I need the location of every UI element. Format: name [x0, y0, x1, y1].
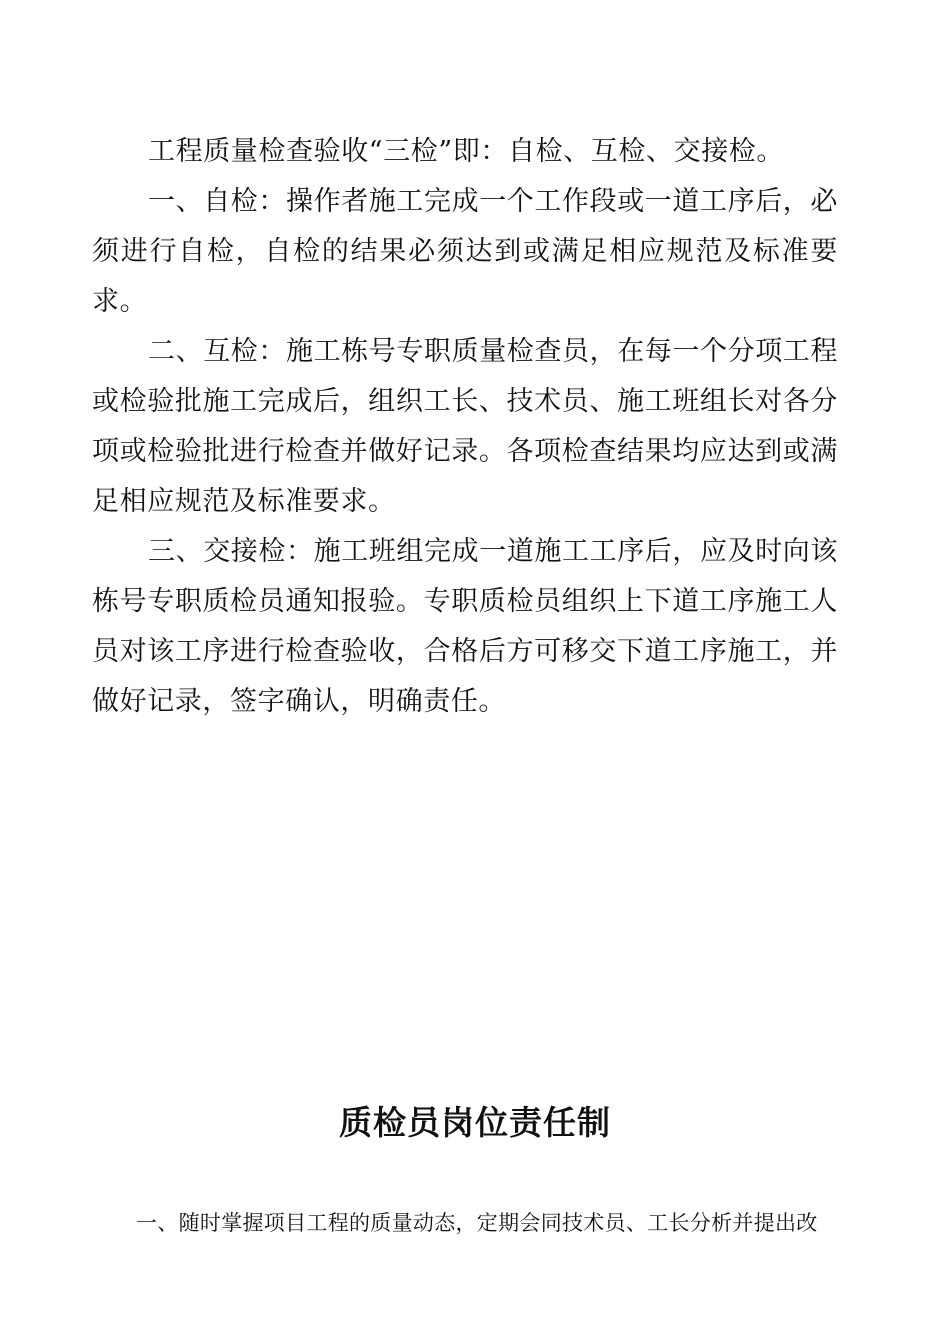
three-checks-text-block [92, 127, 838, 727]
self-check-paragraph: 一、自检：操作者施工完成一个工作段或一道工序后，必须进行自检，自检的结果必须达到或满足相应规范及标准要求。 [92, 186, 838, 317]
mutual-check-paragraph: 二、互检：施工栋号专职质量检查员，在每一个分项工程或检验批施工完成后，组织工长、技术员、施工班组长对各分项或检验批进行检查并做好记录。各项检查结果均应达到或满足相应规范及标准要求。 [92, 336, 838, 517]
intro-paragraph: 工程质量检查验收“三检”即：自检、互检、交接检。 [148, 136, 785, 167]
section-title: 质检员岗位责任制 [339, 1103, 611, 1142]
handover-check-paragraph: 三、交接检：施工班组完成一道施工工序后，应及时向该栋号专职质检员通知报验。专职质检员组织上下道工序施工人员对该工序进行检查验收，合格后方可移交下道工序施工，并做好记录，签字确认，明确责任。 [92, 536, 838, 717]
responsibility-item-1: 一、随时掌握项目工程的质量动态，定期会同技术员、工长分析并提出改 [136, 1211, 818, 1235]
